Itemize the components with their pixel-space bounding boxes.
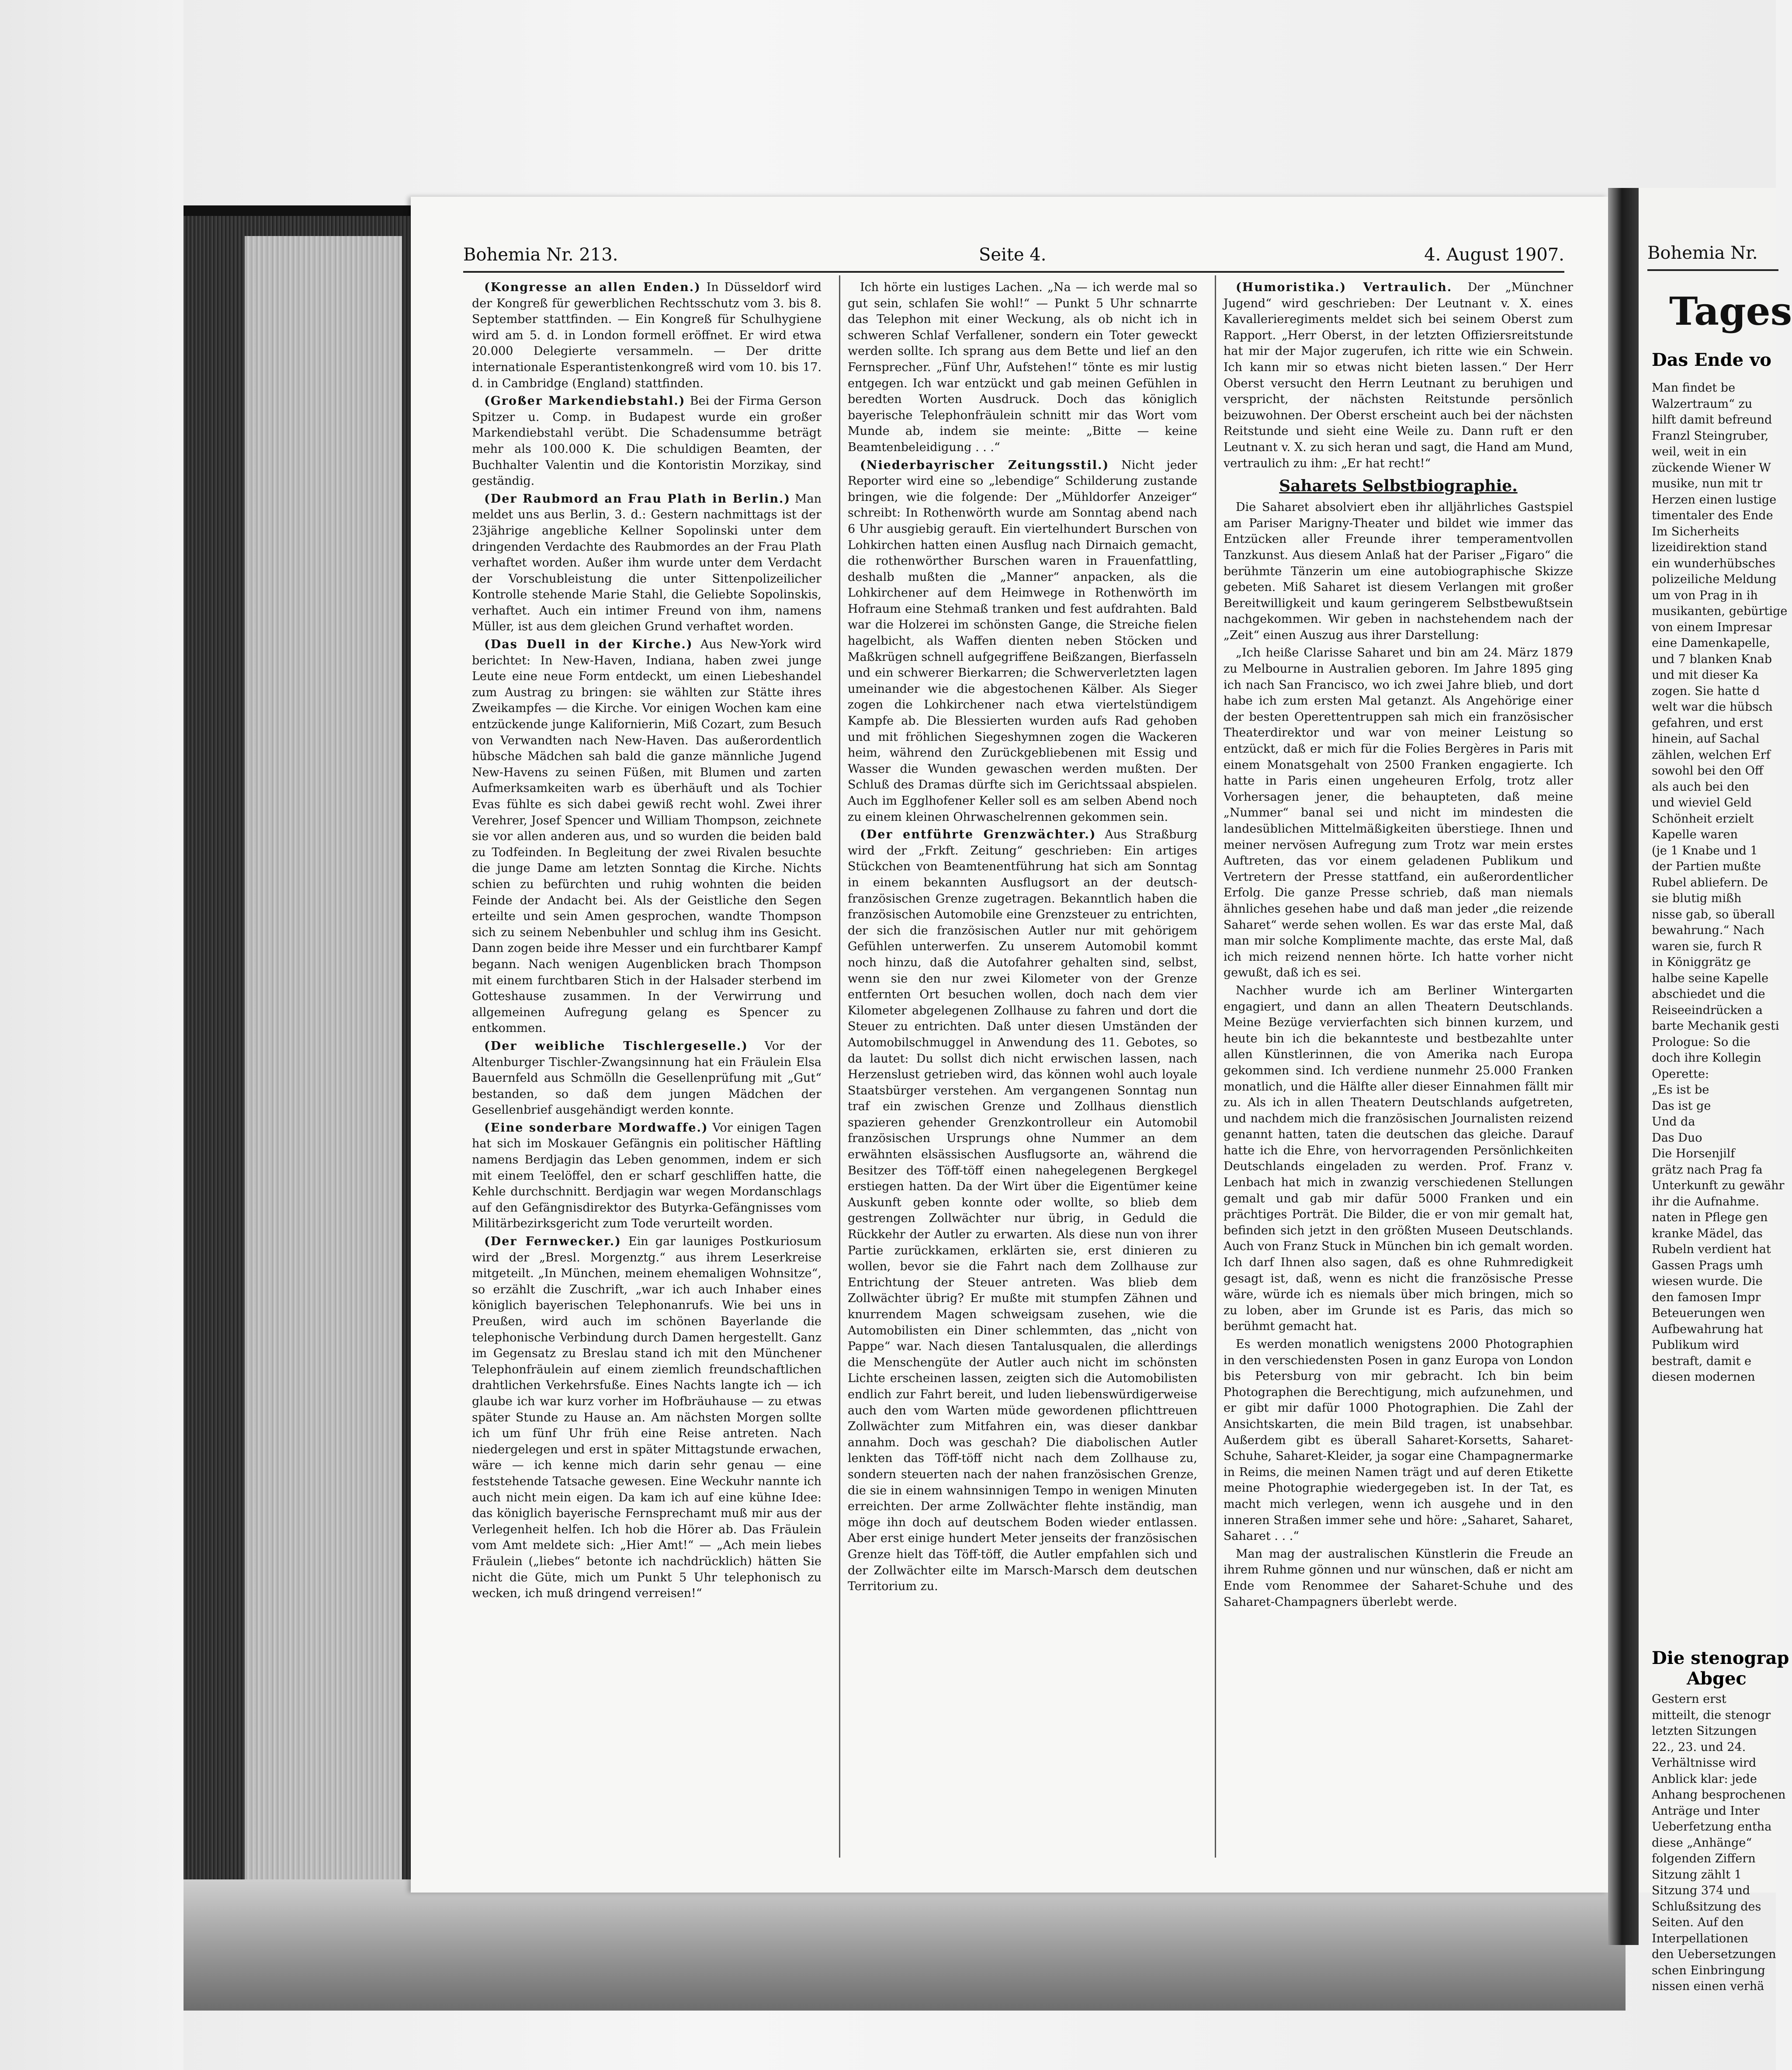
adjacent-text-line: naten in Pflege gen	[1652, 1211, 1768, 1224]
article-body: Es werden monatlich wenigstens 2000 Photographien in den verschiedensten Posen in ganz Europa von London bis Petersburg von mir gebracht. Ich bin beim Photographen die Berechtigung, mich aufzunehmen, und er gibt mir dafür 1000 Photographien. Die Zahl der Ansichtskarten, die mein Bild tragen, ist unabsehbar. Außerdem gibt es überall Saharet-Korsetts, Saharet-Schuhe, Saharet-Kleider, ja sogar eine Champagnermarke in Reims, die meinen Namen trägt und auf deren Etikette meine Photographie wiedergegeben ist. In der Tat, es macht mich verlegen, wenn ich ausgehe und in den inneren Straßen immer sehe und höre: „Saharet, Saharet, Saharet . . .“	[1224, 1337, 1573, 1543]
adjacent-text-line: gefahren, und erst	[1652, 716, 1763, 730]
adjacent-text-line: sie blutig mißh	[1652, 892, 1742, 905]
article-paragraph	[1224, 1546, 1573, 1610]
adjacent-text-line: nisse gab, so überall	[1652, 907, 1775, 921]
adjacent-text-line: Gestern erst	[1652, 1692, 1726, 1706]
text-column-3	[1224, 280, 1573, 1862]
article-paragraph	[472, 491, 821, 635]
adjacent-text-line: Gassen Prags umh	[1652, 1258, 1763, 1272]
adjacent-text-line: Schlußsitzung des	[1652, 1900, 1761, 1914]
book-gutter	[1608, 188, 1639, 1945]
adjacent-text-line: 22., 23. und 24.	[1652, 1740, 1746, 1754]
adjacent-text-line: Beteuerungen wen	[1652, 1306, 1765, 1320]
adjacent-text-line: doch ihre Kollegin	[1652, 1051, 1761, 1065]
article-paragraph	[848, 458, 1197, 826]
adjacent-text-line: von einem Impresar	[1652, 620, 1772, 634]
article-body: „Ich heiße Clarisse Saharet und bin am 24. März 1879 zu Melbourne in Australien geboren. Im Jahre 1895 ging ich nach San Francisco, wo ich zwei Jahre blieb, und dort habe ich zum ersten Mal getanzt. Als Angehörige einer der besten Operettentruppen sah mich ein französischer Theaterdirektor und war von meiner Leistung so entzückt, daß er mich für die Folies Bergères in Paris mit einem Monatsgehalt von 2500 Franken engagierte. Ich hatte in Paris einen ungeheuren Erfolg, trotz aller Vorhersagen jener, die behaupteten, daß meine „Nummer“ banal sei und nicht im mindesten die landesüblichen Mittelmäßigkeiten überstiege. Ihnen und meiner nervösen Aufregung zum Trotz war mein erstes Auftreten, das vor einem geladenen Publikum und Vertretern der Presse stattfand, ein außerordentlicher Erfolg. Die ganze Presse schrieb, daß man niemals ähnliches gesehen habe und daß man jeder „die reizende Saharet“ werde sehen wollen. Es war das erste Mal, daß man mir solche Komplimente machte, das erste Mal, daß ich mich reizend nennen hörte. Ich hatte vorher nicht gewußt, daß ich es sei.	[1224, 646, 1573, 980]
adjacent-text-line: hilft damit befreund	[1652, 413, 1772, 427]
adjacent-text-line: Man findet be	[1652, 381, 1736, 395]
adjacent-text-line: Prologue: So die	[1652, 1035, 1750, 1049]
adjacent-text-line: Sitzung zählt 1	[1652, 1868, 1742, 1882]
article-body: Die Saharet absolviert eben ihr alljährliches Gastspiel am Pariser Marigny-Theater und bildet wie immer das Entzücken aller Freunde ihrer temperamentvollen Tanzkunst. Aus diesem Anlaß hat der Pariser „Figaro“ die berühmte Tänzerin um eine autobiographische Skizze gebeten. Miß Saharet ist diesem Verlangen mit großer Bereitwilligkeit und kaum geringerem Selbstbewußtsein nachgekommen. Wir geben in nachstehendem nach der „Zeit“ einen Auszug aus ihrer Darstellung:	[1224, 500, 1573, 642]
adjacent-text-line: sowohl bei den Off	[1652, 764, 1764, 778]
adjacent-text-line: timentaler des Ende	[1652, 509, 1773, 522]
adjacent-text-line: Verhältnisse wird	[1652, 1756, 1757, 1770]
adjacent-text-line: Schönheit erzielt	[1652, 812, 1754, 826]
adjacent-text-line: Reiseeindrücken a	[1652, 1003, 1763, 1017]
article-body: Bei der Firma Gerson Spitzer u. Comp. in Budapest wurde ein großer Markendiebstahl verübt. Die Schadensumme beträgt mehr als 100.000 K. Die schuldigen Beamten, der Buchhalter Valentin und die Kontoristin Morzikay, sind geständig.	[472, 394, 821, 488]
adjacent-text-line: in Königgrätz ge	[1652, 955, 1751, 969]
adjacent-text-line: grätz nach Prag fa	[1652, 1163, 1763, 1177]
adjacent-text-line: abschiedet und die	[1652, 987, 1765, 1001]
adjacent-text-line: diesen modernen	[1652, 1370, 1755, 1384]
adjacent-text-line: weil, weit in ein	[1652, 445, 1747, 458]
adjacent-text-line: Das Duo	[1652, 1131, 1702, 1145]
header-rule	[463, 271, 1564, 273]
article-paragraph	[1224, 500, 1573, 643]
adjacent-text-line: welt war die hübsch	[1652, 700, 1773, 714]
article-paragraph	[472, 280, 821, 392]
adjacent-article-text-2	[1652, 1691, 1786, 2006]
adjacent-text-line: Und da	[1652, 1115, 1695, 1129]
article-heading: (Eine sonderbare Mordwaffe.)	[484, 1121, 708, 1135]
adjacent-article-text	[1652, 380, 1788, 1626]
article-paragraph	[472, 1120, 821, 1232]
adjacent-text-line: (je 1 Knabe und 1	[1652, 844, 1758, 858]
adjacent-text-line: Das ist ge	[1652, 1099, 1711, 1113]
adjacent-text-line: und mit dieser Ka	[1652, 668, 1758, 682]
article-body: Vor einigen Tagen hat sich im Moskauer Gefängnis ein politischer Häftling namens Berdjagin das Leben genommen, indem er sich mit einem Teelöffel, den er scharf geschliffen hatte, die Kehle durchschnitt. Berdjagin war wegen Mordanschlags auf den Gefängnisdirektor des Butyrka-Gefängnisses vom Militärbezirksgericht zum Tode verurteilt worden.	[472, 1121, 821, 1231]
adjacent-text-line: zählen, welchen Erf	[1652, 748, 1771, 762]
article-body: Nachher wurde ich am Berliner Wintergarten engagiert, und dann an allen Theatern Deutschlands. Meine Bezüge vervierfachten sich binnen kurzem, und heute bin ich die bekannteste und bestbezahlte unter allen Künstlerinnen, die von Amerika nach Europa gekommen sind. Ich verdiene nunmehr 25.000 Franken monatlich, und die Hälfte aller dieser Einnahmen fällt mir zu. Als ich in allen Theatern Deutschlands aufgetreten, und nachdem mich die französischen Journalisten reizend genannt hatten, taten die deutschen das gleiche. Darauf hatte ich die Ehre, von hervorragenden Persönlichkeiten Deutschlands eingeladen zu werden. Prof. Franz v. Lenbach hat mich in zwanzig verschiedenen Stellungen gemalt und gab mir dafür 5000 Franken und ein prächtiges Porträt. Die Bilder, die er von mir gemalt hat, befinden sich jetzt in den größten Museen Deutschlands. Auch von Franz Stuck in München bin ich gemalt worden. Ich darf Ihnen also sagen, daß es ohne Ruhmredigkeit gesagt ist, daß, wenn es nicht die französische Presse wäre, würde ich es niemals über mich bringen, mich so zu loben, aber im Grunde ist es Paris, das mich so berühmt gemacht hat.	[1224, 983, 1573, 1334]
adjacent-text-line: barte Mechanik gesti	[1652, 1019, 1779, 1033]
article-paragraph	[472, 637, 821, 1037]
adjacent-text-line: der Partien mußte	[1652, 860, 1761, 873]
adjacent-text-line: Herzen einen lustige	[1652, 493, 1777, 507]
adjacent-text-line: halbe seine Kapelle	[1652, 971, 1769, 985]
book-page-edges-light	[245, 236, 402, 1906]
adjacent-text-line: polizeiliche Meldung	[1652, 573, 1777, 586]
article-body: Man mag der australischen Künstlerin die Freude an ihrem Ruhme gönnen und nur wünschen, daß er nicht am Ende vom Renommee der Saharet-Schuhe und des Saharet-Champagners überlebt werde.	[1224, 1547, 1573, 1609]
adjacent-text-line: den famosen Impr	[1652, 1290, 1761, 1304]
adjacent-text-line: wiesen wurde. Die	[1652, 1275, 1763, 1288]
article-body: Vor der Altenburger Tischler-Zwangsinnung hat ein Fräulein Elsa Bauernfeld aus Schmölln die Gesellenprüfung mit „Gut“ bestanden, so daß dem jungen Mädchen der Gesellenbrief ausgehändigt werden konnte.	[472, 1039, 822, 1117]
adjacent-text-line: letzten Sitzungen	[1652, 1724, 1757, 1738]
adjacent-text-line: Seiten. Auf den	[1652, 1916, 1744, 1929]
text-column-2	[848, 280, 1197, 1862]
adjacent-text-line: Kapelle waren	[1652, 828, 1738, 841]
adjacent-text-line: waren sie, furch R	[1652, 939, 1762, 953]
page-header	[463, 245, 1564, 271]
adjacent-text-line: ihr die Aufnahme.	[1652, 1195, 1759, 1209]
adjacent-text-line: Franzl Steingruber,	[1652, 429, 1769, 443]
adjacent-text-line: „Es ist be	[1652, 1083, 1709, 1097]
article-body: Man meldet uns aus Berlin, 3. d.: Gestern nachmittags ist der 23jährige angebliche Kellner Sopolinski unter dem dringenden Verdachte des Raubmordes an der Frau Plath verhaftet worden. Außer ihm wurde unter dem Verdacht der Vorschubleistung die unter Sittenpolizeilicher Kontrolle stehende Marie Stahl, die Geliebte Sopolinskis, verhaftet. Auch ein intimer Freund von ihm, namens Müller, ist aus dem gleichen Grund verhaftet worden.	[472, 492, 821, 634]
adjacent-text-line: Operette:	[1652, 1067, 1709, 1081]
article-heading: (Der Fernwecker.)	[484, 1235, 621, 1249]
text-column-1	[472, 280, 821, 1862]
adjacent-text-line: bestraft, damit e	[1652, 1354, 1752, 1368]
book-bottom-edge	[184, 1879, 1626, 2011]
article-paragraph	[472, 1234, 821, 1602]
adjacent-text-line: zogen. Sie hatte d	[1652, 684, 1760, 698]
article-heading: (Der Raubmord an Frau Plath in Berlin.)	[484, 492, 791, 506]
article-body: Der „Münchner Jugend“ wird geschrieben: Der Leutnant v. X. eines Kavallerieregiments meldet sich bei seinem Oberst zum Rapport. „Herr Oberst, in der letzten Offiziersreitstunde hat mir der Major zugerufen, ich ritte wie ein Schwein. Ich kann mir so etwas nicht bieten lassen.“ Der Herr Oberst versucht den Herrn Leutnant zu beruhigen und verspricht, der nächsten Reitstunde persönlich beizuwohnen. Der Oberst erscheint auch bei der nächsten Reitstunde und sieht eine Weile zu. Dann ruft er den Leutnant v. X. zu sich heran und sagt, die Hand am Mund, vertraulich zu ihm: „Er hat recht!“	[1224, 281, 1573, 470]
article-paragraph	[472, 1038, 821, 1118]
adjacent-article-heading: Das Ende vo	[1652, 350, 1771, 370]
article-paragraph	[472, 393, 821, 490]
article-body: Nicht jeder Reporter wird eine so „lebendige“ Schilderung zustande bringen, wie die folgende: Der „Mühldorfer Anzeiger“ schreibt: In Rothenwörth wurde am Sonntag abend nach 6 Uhr ausgiebig gerauft. Ein viertelhundert Burschen von Lohkirchen hatten einen Ausflug nach Dirnaich gemacht, die rothenwörther Burschen waren in Frauenfattling, deshalb mußten die „Manner“ anpacken, als die Lohkirchener auf dem Heimwege in Rothenwörth im Hofraum eine Stehmaß tranken und fest aufdrahten. Bald war die Holzerei im schönsten Gange, die Streiche fielen hagelbicht, als Waffen dienten neben Stöcken und Maßkrügen schnell aufgegriffene Beißzangen, Bierfasseln und ein schwerer Bierkarren; die Schwerverletzten lagen umeinander wie die abgestochenen Kälber. Als Sieger zogen die Lohkirchener nach etwa viertelstündigem Kampfe ab. Die Blessierten wurden aufs Rad gehoben und mit fröhlichen Siegeshymnen zogen die Wackeren heim, während den Zurückgebliebenen mit Essig und Wasser die Wunden gewaschen werden mußten. Der Schluß des Dramas dürfte sich im Gerichtssaal abspielen. Auch im Egglhofener Keller soll es am selben Abend noch zu einem kleinen Ohrwaschelrennen gekommen sein.	[848, 458, 1197, 824]
adjacent-text-line: zückende Wiener W	[1652, 461, 1771, 475]
header-page-number: Seite 4.	[979, 245, 1047, 265]
adjacent-text-line: Unterkunft zu gewähr	[1652, 1179, 1785, 1192]
adjacent-text-line: Walzertraum“ zu	[1652, 397, 1753, 411]
adjacent-text-line: Anblick klar: jede	[1652, 1772, 1757, 1786]
article-heading: (Niederbayrischer Zeitungsstil.)	[860, 458, 1109, 472]
adjacent-text-line: nissen einen verhä	[1652, 1980, 1764, 1993]
column-rule-1	[839, 275, 840, 1858]
adjacent-page	[1639, 188, 1792, 1993]
adjacent-text-line: Anhang besprochenen	[1652, 1788, 1786, 1802]
adjacent-article-heading-2-line-2: Abgec	[1687, 1668, 1747, 1689]
adjacent-text-line: hinein, auf Sachal	[1652, 732, 1760, 746]
article-heading: (Humoristika.) Vertraulich.	[1236, 281, 1452, 294]
article-paragraph	[1224, 280, 1573, 472]
adjacent-text-line: Die Horsenjilf	[1652, 1147, 1735, 1160]
adjacent-text-line: Publikum wird	[1652, 1338, 1739, 1352]
header-publication: Bohemia Nr. 213.	[463, 245, 618, 265]
adjacent-text-line: musike, nun mit tr	[1652, 477, 1763, 490]
adjacent-text-line: Rubel abliefern. De	[1652, 875, 1768, 889]
adjacent-text-line: lizeidirektion stand	[1652, 541, 1768, 554]
adjacent-text-line: Im Sicherheits	[1652, 524, 1740, 538]
adjacent-text-line: als auch bei den	[1652, 780, 1749, 794]
article-body: Aus New-York wird berichtet: In New-Haven, Indiana, haben zwei junge Leute eine neue Form entdeckt, um einen Liebeshandel zum Austrag zu bringen: sie wählten zur Stätte ihres Zweikampfes — die Kirche. Vor einigen Wochen kam eine entzückende junge Kalifornierin, Miß Cozart, zum Besuch von Verwandten nach New-Haven. Das außerordentlich hübsche Mädchen sah bald die ganze männliche Jugend New-Havens zu seinen Füßen, mit Blumen und zarten Aufmerksamkeiten warb es überhäuft und als Tochier Evas fühlte es sich dabei gewiß recht wohl. Zwei ihrer Verehrer, Josef Spencer und William Thompson, zeichnete sie vor allen anderen aus, und so wurden die beiden bald zu Todfeinden. In Begleitung der zwei Rivalen besuchte die junge Dame am letzten Sonntag die Kirche. Nichts schien zu befürchten und ruhig wohnten die beiden Feinde der Andacht bei. Als der Geistliche den Segen erteilte und sein Amen gesprochen, wandte Thompson sich zu seinem Nebenbuhler und schlug ihm ins Gesicht. Dann zogen beide ihre Messer und ein furchtbarer Kampf begann. Nach wenigen Augenblicken brach Thompson mit einem furchtbaren Stich in der Halsader sterbend im Gotteshause zusammen. In der Verwirrung und allgemeinen Aufregung gelang es Spencer zu entkommen.	[472, 638, 821, 1035]
article-paragraph	[1224, 983, 1573, 1335]
article-heading: (Das Duell in der Kirche.)	[484, 638, 693, 652]
article-heading: (Kongresse an allen Enden.)	[484, 281, 701, 294]
article-paragraph	[1224, 1337, 1573, 1545]
adjacent-text-line: folgenden Ziffern	[1652, 1852, 1756, 1865]
adjacent-text-line: Rubeln verdient hat	[1652, 1243, 1771, 1256]
article-body: Aus Straßburg wird der „Frkft. Zeitung“ geschrieben: Ein artiges Stückchen von Beamtenentführung hat sich am Sonntag in einem bekannten Ausflugsort an der deutsch-französischen Grenze zugetragen. Bekanntlich haben die französischen Automobile eine Grenzsteuer zu entrichten, der sich die französischen Autler nur mit gehörigem Gefühlen unterwerfen. Zu unserem Automobil kommt noch hinzu, daß die Autofahrer gehalten sind, selbst, wenn sie den nur zwei Kilometer von der Grenze entfernten Ort besuchen wollen, doch nach dem vier Kilometer abgelegenen Zollhause zu fahren und dort die Steuer zu entrichten. Daß unter diesen Umständen der Automobilschmuggel in Anwendung des 11. Gebotes, so da lautet: Du sollst dich nicht erwischen lassen, nach Herzenslust getrieben wird, das können wohl auch loyale Staatsbürger verstehen. Am vergangenen Sonntag nun traf ein zwischen Grenze und Zollhaus dienstlich spazieren gehender Grenzkontrolleur ein Automobil französischen Ursprungs ohne Nummer an dem erwähnten elsässischen Ausflugsorte an, während die Besitzer des Töff-töff einen nahegelegenen Bergkegel erstiegen hatten. Da der Wirt über die Eigentümer keine Auskunft geben konnte oder wollte, so blieb dem gestrengen Zollwächter nur übrig, in Geduld die Rückkehr der Autler zu erwarten. Als diese nun von ihrer Partie zurückkamen, erklärten sie, erst dinieren zu wollen, bevor sie die Fahrt nach dem Zollhause zur Entrichtung der Steuer antreten. Was blieb dem Zollwächter übrig? Er mußte mit stumpfen Zähnen und knurrendem Magen schweigsam zusehen, wie die Automobilisten ein Diner schlemmten, das „nicht von Pappe“ war. Nach diesen Tantalusqualen, die allerdings die Menschengüte der Autler auch nicht im schönsten Lichte erscheinen lassen, zeigten sich die Automobilisten endlich zur Fahrt bereit, und luden liebenswürdigerweise auch den vom Warten müde gewordenen pflichttreuen Zollwächter zum Mitfahren ein, was dieser dankbar annahm. Doch was geschah? Die diabolischen Autler lenkten das Töff-töff nicht nach dem Zollhause zu, sondern steuerten nach der nahen französischen Grenze, die sie in einem wahnsinnigen Tempo in wenigen Minuten erreichten. Der arme Zollwächter flehte inständig, man möge ihn doch auf deutschem Boden wieder entlassen. Aber erst einige hundert Meter jenseits der französischen Grenze hielt das Töff-töff, die Autler empfahlen sich und der Zollwächter eilte im Marsch-Marsch dem deutschen Territorium zu.	[848, 828, 1197, 1594]
adjacent-text-line: Interpellationen	[1652, 1931, 1748, 1945]
article-heading: (Der entführte Grenzwächter.)	[860, 828, 1096, 842]
section-title: Saharets Selbstbiographie.	[1279, 477, 1518, 496]
adjacent-text-line: Ueberfetzung entha	[1652, 1820, 1772, 1834]
article-paragraph	[848, 280, 1197, 456]
adjacent-text-line: eine Damenkapelle,	[1652, 636, 1770, 650]
adjacent-text-line: Sitzung 374 und	[1652, 1884, 1750, 1897]
column-rule-2	[1215, 275, 1216, 1858]
adjacent-text-line: bewahrung.“ Nach	[1652, 924, 1765, 937]
article-heading: (Der weibliche Tischlergeselle.)	[484, 1039, 748, 1053]
adjacent-text-line: diese „Anhänge“	[1652, 1836, 1752, 1850]
scanner-margin	[0, 0, 184, 2070]
adjacent-page-header: Bohemia Nr.	[1647, 243, 1758, 263]
article-paragraph	[848, 827, 1197, 1595]
adjacent-text-line: kranke Mädel, das	[1652, 1226, 1763, 1240]
adjacent-text-line: musikanten, gebürtige	[1652, 604, 1788, 618]
adjacent-text-line: den Uebersetzungen	[1652, 1948, 1776, 1961]
adjacent-text-line: und wieviel Geld	[1652, 796, 1752, 809]
adjacent-text-line: Anträge und Inter	[1652, 1804, 1760, 1818]
adjacent-page-title: Tages	[1669, 288, 1792, 334]
adjacent-article-heading-2	[1652, 1648, 1789, 1689]
article-body: Ein gar launiges Postkuriosum wird der „Bresl. Morgenztg.“ aus ihrem Leserkreise mitgeteilt. „In München, meinem ehemaligen Wohnsitze“, so erzählt die Zuschrift, „war ich auch Inhaber eines königlich bayerischen Telephonanrufs. Wie bei uns in Preußen, wird auch im schönen Bayerlande die telephonische Verbindung durch Damen hergestellt. Ganz im Gegensatz zu Breslau stand ich mit den Münchener Telephonfräulein auf einem ziemlich freundschaftlichen drahtlichen Verkehrsfuße. Eines Nachts langte ich — ich glaube ich war kurz vorher im Hofbräuhause — zu etwas später Stunde zu Hause an. Am nächsten Morgen sollte ich um fünf Uhr früh eine Reise antreten. Nach niedergelegen und erst in später Mittagstunde erwachen, wäre — ich kenne mich darin sehr genau — eine feststehende Tatsache gewesen. Eine Weckuhr nannte ich auch nicht mein eigen. Da kam ich auf eine kühne Idee: das königlich bayerische Fernsprechamt muß mir aus der Verlegenheit helfen. Ich hob die Hörer ab. Das Fräulein vom Amt meldete sich: „Hier Amt!“ — „Ach mein liebes Fräulein („liebes“ betonte ich nachdrücklich) hätten Sie nicht die Güte, mich um Punkt 5 Uhr telephonisch zu wecken, ich muß dringend verreisen!“	[472, 1235, 821, 1601]
article-heading: (Großer Markendiebstahl.)	[484, 394, 686, 408]
adjacent-text-line: und 7 blanken Knab	[1652, 652, 1772, 666]
article-body: Ich hörte ein lustiges Lachen. „Na — ich werde mal so gut sein, schlafen Sie wohl!“ — Punkt 5 Uhr schnarrte das Telephon mit einer Weckung, als ob nicht ich in schweren Schlaf Verfallener, sondern ein Toter geweckt werden sollte. Ich sprang aus dem Bette und lief an den Fernsprecher. „Fünf Uhr, Aufstehen!“ tönte es mir lustig entgegen. Ich war entzückt und gab meinen Gefühlen in beredten Worten Ausdruck. Doch das königlich bayerische Telephonfräulein schnitt mir das Wort vom Munde ab, indem sie meinte: „Bitte — keine Beamtenbeleidigung . . .“	[848, 281, 1197, 454]
adjacent-text-line: mitteilt, die stenogr	[1652, 1708, 1771, 1722]
adjacent-text-line: schen Einbringung	[1652, 1963, 1765, 1977]
adjacent-text-line: Aufbewahrung hat	[1652, 1322, 1763, 1336]
article-paragraph	[1224, 645, 1573, 981]
adjacent-article-heading-2-line-1: Die stenograp	[1652, 1648, 1789, 1668]
adjacent-header-rule	[1647, 269, 1778, 271]
article-body: In Düsseldorf wird der Kongreß für gewerblichen Rechtsschutz vom 3. bis 8. September stattfinden. — Ein Kongreß für Schulhygiene wird am 5. d. in London formell eröffnet. Er wird etwa 20.000 Delegierte versammeln. — Der dritte internationale Esperantistenkongreß wird vom 10. bis 17. d. in Cambridge (England) stattfinden.	[472, 281, 821, 390]
header-date: 4. August 1907.	[1424, 245, 1564, 265]
adjacent-text-line: um von Prag in ih	[1652, 588, 1758, 602]
adjacent-text-line: ein wunderhübsches	[1652, 556, 1775, 570]
